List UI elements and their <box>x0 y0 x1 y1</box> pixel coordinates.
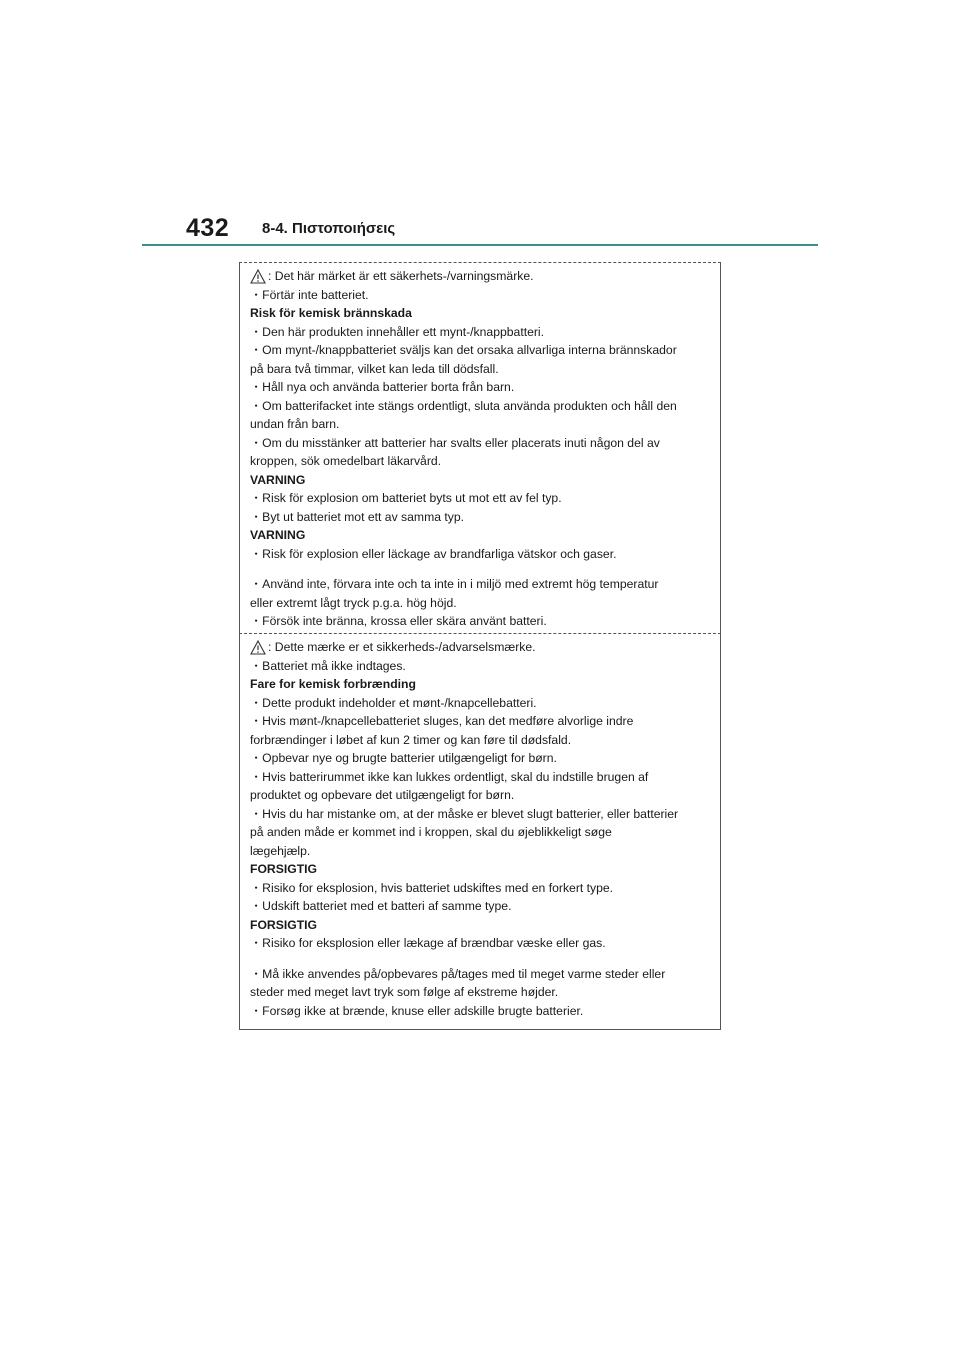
da-heading: FORSIGTIG <box>250 917 318 932</box>
da-text-line: steder med meget lavt tryk som følge af ekstreme højder. <box>250 985 559 999</box>
sv-text-line: ・Om mynt-/knappbatteriet sväljs kan det orsaka allvarliga interna brännskador <box>250 343 677 357</box>
da-text-line: lægehjælp. <box>250 843 311 858</box>
da-text-line: ・Hvis batterirummet ikke kan lukkes ordentligt, skal du indstille brugen af <box>250 769 649 784</box>
sv-text-line: eller extremt lågt tryck p.g.a. hög höjd. <box>250 595 457 610</box>
sv-text-line: ・Risk för explosion eller läckage av brandfarliga vätskor och gaser. <box>250 546 617 561</box>
sv-text-line: ・Risk för explosion om batteriet byts ut mot ett av fel typ. <box>250 491 562 505</box>
swedish-text-block <box>250 267 712 631</box>
header-divider <box>142 244 818 246</box>
sv-text-line: undan från barn. <box>250 417 340 431</box>
sv-text-line: ・Byt ut batteriet mot ett av samma typ. <box>250 509 465 524</box>
sv-text-line: ・Använd inte, förvara inte och ta inte in i miljö med extremt hög temperatur <box>250 577 659 591</box>
sv-heading: Risk för kemisk brännskada <box>250 306 412 320</box>
sv-text-line: på bara två timmar, vilket kan leda till dödsfall. <box>250 361 499 376</box>
danish-text-block <box>250 638 712 1020</box>
da-text-line: ・Hvis du har mistanke om, at der måske er blevet slugt batterier, eller batterier <box>250 806 679 821</box>
da-text-line: produktet og opbevare det utilgængeligt for børn. <box>250 788 515 802</box>
da-text-line: ・Forsøg ikke at brænde, knuse eller adskille brugte batterier. <box>250 1003 584 1018</box>
da-heading: FORSIGTIG <box>250 862 318 876</box>
sv-heading: VARNING <box>250 528 306 542</box>
da-text-line: på anden måde er kommet ind i kroppen, skal du øjeblikkeligt søge <box>250 825 612 839</box>
sv-symbol-legend <box>250 267 712 286</box>
da-symbol-legend-text: : Dette mærke er et sikkerheds-/advarselsmærke. <box>268 640 536 654</box>
swedish-warning-box <box>239 262 721 634</box>
da-text-line: ・Batteriet må ikke indtages. <box>250 658 406 673</box>
page-number: 432 <box>186 214 230 242</box>
danish-warning-box <box>239 633 721 1030</box>
sv-text-line: ・Om du misstänker att batterier har svalts eller placerats inuti någon del av <box>250 435 660 450</box>
da-text-line: ・Risiko for eksplosion, hvis batteriet udskiftes med en forkert type. <box>250 880 614 895</box>
da-text-line: ・Udskift batteriet med et batteri af samme type. <box>250 899 512 913</box>
sv-text-line: ・Håll nya och använda batterier borta från barn. <box>250 380 515 394</box>
sv-text-line: ・Om batterifacket inte stängs ordentligt, sluta använda produkten och håll den <box>250 398 677 413</box>
da-symbol-legend <box>250 638 712 657</box>
da-text-line: ・Hvis mønt-/knapcellebatteriet sluges, kan det medføre alvorlige indre <box>250 714 634 728</box>
sv-symbol-legend-text: : Det här märket är ett säkerhets-/varningsmärke. <box>268 269 534 283</box>
da-text-line: forbrændinger i løbet af kun 2 timer og kan føre til dødsfald. <box>250 732 572 747</box>
sv-text-line: kroppen, sök omedelbart läkarvård. <box>250 454 442 468</box>
da-text-line: ・Dette produkt indeholder et mønt-/knapcellebatteri. <box>250 695 537 710</box>
da-heading: Fare for kemisk forbrænding <box>250 677 416 691</box>
da-spacer <box>250 953 712 965</box>
sv-heading: VARNING <box>250 472 306 487</box>
da-text-line: ・Risiko for eksplosion eller lækage af brændbar væske eller gas. <box>250 936 606 950</box>
sv-spacer <box>250 563 712 575</box>
sv-text-line: ・Försök inte bränna, krossa eller skära använt batteri. <box>250 614 547 628</box>
da-text-line: ・Må ikke anvendes på/opbevares på/tages med til meget varme steder eller <box>250 966 666 981</box>
section-title: 8-4. Πιστοποιήσεις <box>262 220 396 237</box>
warning-triangle-icon <box>250 640 266 655</box>
sv-text-line: ・Förtär inte batteriet. <box>250 287 369 302</box>
da-text-line: ・Opbevar nye og brugte batterier utilgængeligt for børn. <box>250 751 557 765</box>
sv-text-line: ・Den här produkten innehåller ett mynt-/knappbatteri. <box>250 324 545 339</box>
warning-triangle-icon <box>250 269 266 284</box>
